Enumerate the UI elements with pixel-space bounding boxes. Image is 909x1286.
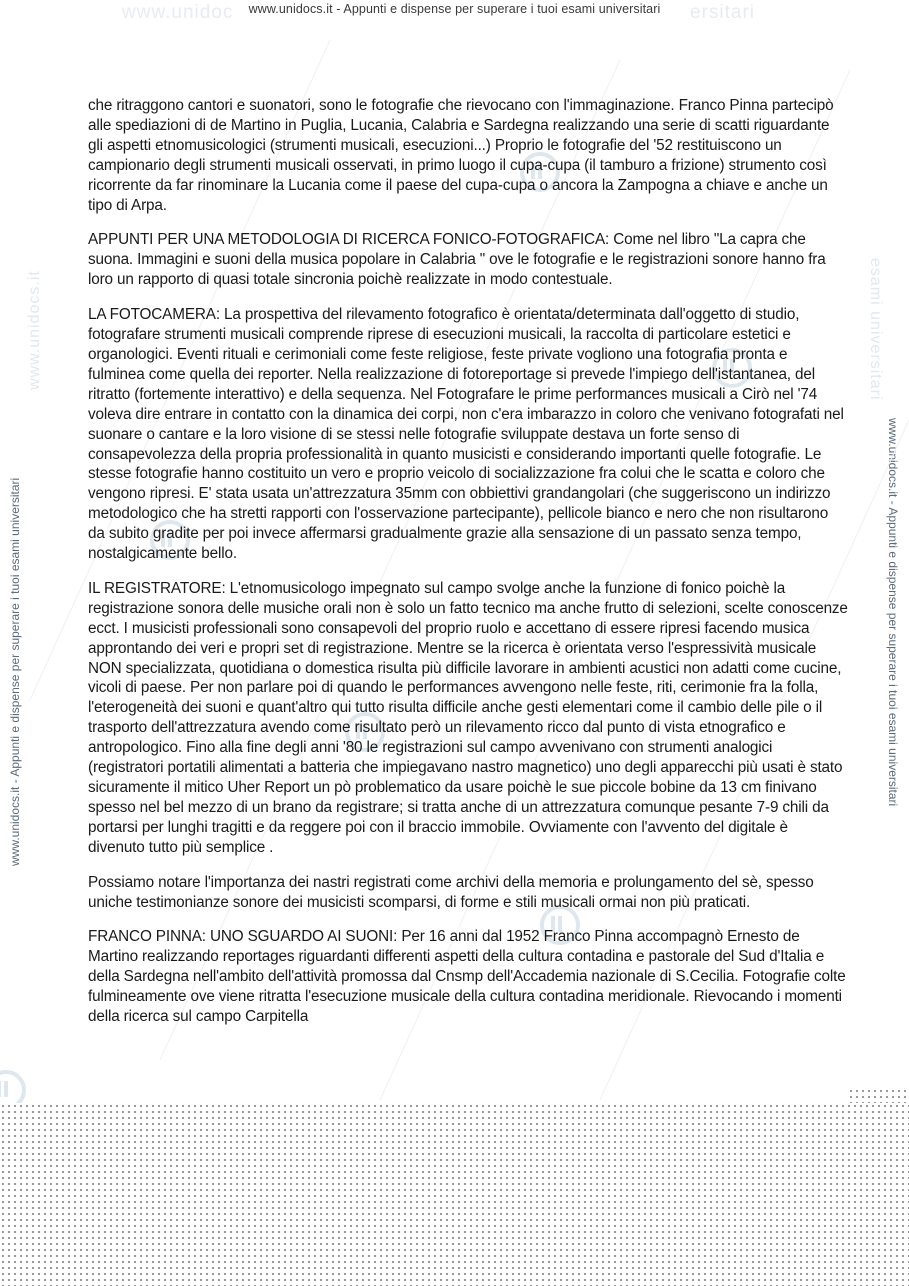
paragraph-pinna-intro: che ritraggono cantori e suonatori, sono le fotografie che rievocano con l'immaginazione. Franco Pinna partecipò alle spediazioni di de Martino in Puglia, Lucania, Calabria e Sardegna realizzando una serie di scatti riguardante gli aspetti etnomusicologici (strumenti musicali, esecuzioni...) Proprio le fotografie del '52 restituiscono un campionario degli strumenti musicali osservati, in primo luogo il cupa-cupa (il tamburo a frizione) strumento così ricorrente da far rinominare la Lucania come il paese del cupa-cupa o ancora la Zampogna a chiave e anche un tipo di Arpa. <box>88 97 834 214</box>
preview-dotted-mask <box>0 1103 909 1286</box>
watermark-header-banner: www.unidocs.it - Appunti e dispense per superare i tuoi esami universitari <box>248 2 661 16</box>
paragraph-fotocamera: LA FOTOCAMERA: La prospettiva del rilevamento fotografico è orientata/determinata dall'oggetto di studio, fotografare strumenti musicali comprende riprese di esecuzioni musicali, la raccolta di particolare estetici e organologici. Eventi rituali e cerimoniali come feste religiose, feste private vogliono una fotografia pronta e fulminea come quella dei reporter. Nella realizzazione di fotoreportage si prevede l'impiego dell'istantanea, del ritratto (fortemente interattivo) e della sequenza. Nel Fotografare le prime performances musicali a Cirò nel '74 voleva dire entrare in contatto con la dinamica dei corpi, non c'era imbarazzo in coloro che venivano fotografati nel suonare o cantare e la loro visione di se stessi nelle fotografie sviluppate destava un forte senso di consapevolezza della propria professionalità in quanto musicisti e considerando importanti quelle fotografie. Le stesse fotografie hanno costituito un vero e proprio veicolo di socializzazione fra colui che le scatta e coloro che vengono ripresi. E' stata usata un'attrezzatura 35mm con obbiettivi grandangolari (che suggeriscono un indirizzo metodologico che ha stretti rapporti con l'osservazione partecipante), pellicole bianco e nero che non risultarono da subito gradite per poi invece affermarsi gradualmente grazie alla sensazione di un passato senza tempo, nostalgicamente bello. <box>88 306 844 563</box>
watermark-right-sidebar: www.unidocs.it - Appunti e dispense per superare i tuoi esami universitari <box>886 418 900 807</box>
preview-mask-ledge <box>848 1088 909 1103</box>
paragraph-registratore: IL REGISTRATORE: L'etnomusicologo impegnato sul campo svolge anche la funzione di fonico poichè la registrazione sonora delle musiche orali non è solo un fatto tecnico ma anche frutto di selezioni, scelte conoscenze ecct. I musicisti professionali sono consapevoli del proprio ruolo e accettano di essere ripresi facendo musica approntando dei veri e propri set di registrazione. Mentre se la ricerca è orientata verso l'espressività musicale NON specializzata, quotidiana o domestica risulta più difficile lavorare in ambienti acustici non adatti come cucine, vicoli di paese. Per non parlare poi di quando le performances avvengono nelle feste, riti, cerimonie fra la folla, l'eterogeneità dei suoni e quant'altro qui tutto risulta difficile anche gesti elementari come il cambio delle pile o il trasporto dell'attrezzatura avendo come risultato però un rilevamento ricco dal punto di vista etnografico e antropologico. Fino alla fine degli anni '80 le registrazioni sul campo avvenivano con strumenti analogici (registratori portatili alimentati a batteria che impiegavano nastro magnetico) uno degli apparecchi più usati è stato sicuramente il mitico Uher Report un pò problematico da usare poichè le sue piccole bobine da 13 cm finivano spesso nel bel mezzo di un brano da registrare; si tratta anche di un attrezzatura comunque pesante 7-9 chili da portarsi per lunghi tragitti e da reggere poi con il braccio immobile. Ovviamente con l'avvento del digitale è divenuto tutto più semplice . <box>88 579 848 856</box>
watermark-header-shadow-right: ersitari <box>690 2 756 23</box>
watermark-left-shadow: www.unidocs.it <box>26 270 43 390</box>
paragraph-metodologia: APPUNTI PER UNA METODOLOGIA DI RICERCA FONICO-FOTOGRAFICA: Come nel libro "La capra che suona. Immagini e suoni della musica popolare in Calabria " ove le fotografie e le registrazioni sonore hanno fra loro un rapporto di quasi totale sincronia poichè realizzate in modo contestuale. <box>88 231 826 289</box>
watermark-header-shadow-left: www.unidoc <box>122 2 234 23</box>
watermark-left-sidebar: www.unidocs.it - Appunti e dispense per superare i tuoi esami universitari <box>8 477 22 866</box>
paragraph-nastri: Possiamo notare l'importanza dei nastri registrati come archivi della memoria e prolungamento del sè, spesso uniche testimonianze sonore dei musicisti scomparsi, di forme e stili musicali ormai non più praticati. <box>88 873 814 911</box>
watermark-right-shadow: esami universitari <box>867 258 884 401</box>
paragraph-pinna-sguardo: FRANCO PINNA: UNO SGUARDO AI SUONI: Per 16 anni dal 1952 Franco Pinna accompagnò Ernesto de Martino realizzando reportages riguardanti differenti aspetti della cultura contadina e pastorale del Sud d'Italia e della Sardegna nell'ambito dell'attività promossa dal Cnsmp dell'Accademia nazionale di S.Cecilia. Fotografie colte fulmineamente ove viene ritratta l'esecuzione musicale della cultura contadina meridionale. Rievocando i momenti della ricerca sul campo Carpitella <box>88 928 846 1026</box>
document-body <box>88 96 848 1042</box>
